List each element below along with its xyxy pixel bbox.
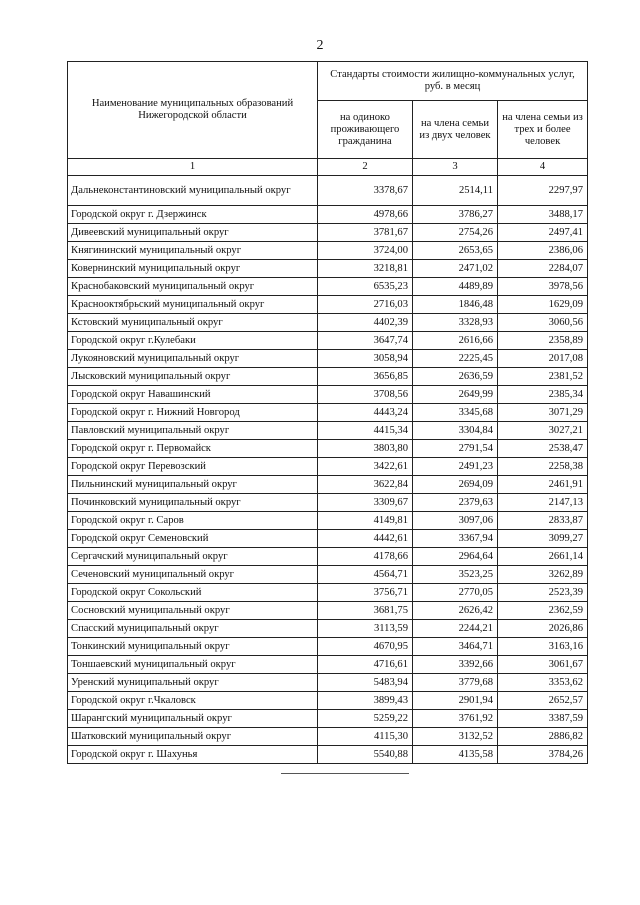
municipality-name: Городской округ г. Первомайск [68,440,318,458]
page-number: 2 [316,38,324,53]
cost-family-of-two: 3761,92 [413,710,498,728]
municipality-name: Уренский муниципальный округ [68,674,318,692]
cost-family-of-three-plus: 3060,56 [498,314,588,332]
cost-family-of-three-plus: 2386,06 [498,242,588,260]
cost-family-of-three-plus: 2297,97 [498,176,588,206]
cost-family-of-two: 3328,93 [413,314,498,332]
cost-single-resident: 3656,85 [318,368,413,386]
municipality-name: Городской округ Сокольский [68,584,318,602]
cost-family-of-two: 2471,02 [413,260,498,278]
municipality-name: Шатковский муниципальный округ [68,728,318,746]
table-row [68,512,588,530]
cost-family-of-two: 1846,48 [413,296,498,314]
municipality-name: Городской округ г.Чкаловск [68,692,318,710]
municipality-name: Дальнеконстантиновский муниципальный округ [68,176,318,206]
footer-divider [281,773,409,774]
municipality-name: Павловский муниципальный округ [68,422,318,440]
cost-family-of-two: 3345,68 [413,404,498,422]
cost-family-of-two: 2225,45 [413,350,498,368]
cost-single-resident: 3113,59 [318,620,413,638]
cost-single-resident: 3058,94 [318,350,413,368]
cost-single-resident: 3803,80 [318,440,413,458]
municipality-name: Лысковский муниципальный округ [68,368,318,386]
cost-family-of-two: 3523,25 [413,566,498,584]
table-row [68,476,588,494]
table-row [68,548,588,566]
cost-family-of-three-plus: 3099,27 [498,530,588,548]
municipality-name: Дивеевский муниципальный округ [68,224,318,242]
cost-family-of-two: 3367,94 [413,530,498,548]
cost-single-resident: 3781,67 [318,224,413,242]
table-row [68,710,588,728]
table-row [68,206,588,224]
column-number: 4 [498,159,588,176]
table-row [68,296,588,314]
cost-family-of-three-plus: 2358,89 [498,332,588,350]
cost-family-of-three-plus: 3262,89 [498,566,588,584]
cost-family-of-two: 2626,42 [413,602,498,620]
municipality-name: Княгининский муниципальный округ [68,242,318,260]
table-row [68,692,588,710]
municipality-name: Тонкинский муниципальный округ [68,638,318,656]
cost-single-resident: 4978,66 [318,206,413,224]
table-row [68,494,588,512]
cost-family-of-three-plus: 3387,59 [498,710,588,728]
cost-family-of-two: 2514,11 [413,176,498,206]
cost-single-resident: 5483,94 [318,674,413,692]
column-number: 2 [318,159,413,176]
cost-family-of-two: 2616,66 [413,332,498,350]
cost-family-of-three-plus: 2661,14 [498,548,588,566]
cost-single-resident: 5259,22 [318,710,413,728]
municipality-name: Спасский муниципальный округ [68,620,318,638]
table-row [68,422,588,440]
cost-single-resident: 3378,67 [318,176,413,206]
municipality-name: Краснооктябрьский муниципальный округ [68,296,318,314]
municipality-name: Починковский муниципальный округ [68,494,318,512]
cost-family-of-two: 2770,05 [413,584,498,602]
cost-family-of-two: 2649,99 [413,386,498,404]
cost-single-resident: 3724,00 [318,242,413,260]
municipality-name: Сосновский муниципальный округ [68,602,318,620]
cost-family-of-three-plus: 2381,52 [498,368,588,386]
cost-single-resident: 4402,39 [318,314,413,332]
cost-family-of-two: 2244,21 [413,620,498,638]
table-row [68,656,588,674]
cost-single-resident: 3756,71 [318,584,413,602]
table-row [68,386,588,404]
cost-family-of-two: 3097,06 [413,512,498,530]
cost-family-of-two: 2379,63 [413,494,498,512]
table-row [68,176,588,206]
cost-family-of-three-plus: 3061,67 [498,656,588,674]
cost-single-resident: 4564,71 [318,566,413,584]
municipality-name: Ковернинский муниципальный округ [68,260,318,278]
cost-family-of-three-plus: 2497,41 [498,224,588,242]
cost-family-of-three-plus: 3027,21 [498,422,588,440]
cost-single-resident: 4442,61 [318,530,413,548]
cost-family-of-two: 3464,71 [413,638,498,656]
cost-single-resident: 3309,67 [318,494,413,512]
table-row [68,224,588,242]
cost-single-resident: 2716,03 [318,296,413,314]
municipality-name: Кстовский муниципальный округ [68,314,318,332]
header-municipality: Наименование муниципальных образований Нижегородской области [68,62,318,159]
table-row [68,404,588,422]
municipality-name: Тоншаевский муниципальный округ [68,656,318,674]
cost-family-of-two: 2491,23 [413,458,498,476]
cost-family-of-three-plus: 2147,13 [498,494,588,512]
cost-single-resident: 3899,43 [318,692,413,710]
table-row [68,746,588,764]
cost-family-of-three-plus: 3353,62 [498,674,588,692]
cost-single-resident: 3708,56 [318,386,413,404]
table-row [68,728,588,746]
table-row [68,314,588,332]
cost-single-resident: 4415,34 [318,422,413,440]
cost-family-of-three-plus: 3488,17 [498,206,588,224]
cost-family-of-three-plus: 3784,26 [498,746,588,764]
cost-family-of-two: 2636,59 [413,368,498,386]
cost-single-resident: 3422,61 [318,458,413,476]
cost-family-of-three-plus: 2017,08 [498,350,588,368]
column-number: 1 [68,159,318,176]
cost-family-of-three-plus: 2538,47 [498,440,588,458]
municipality-name: Сергачский муниципальный округ [68,548,318,566]
cost-single-resident: 6535,23 [318,278,413,296]
table-row [68,458,588,476]
municipality-name: Городской округ Перевозский [68,458,318,476]
cost-single-resident: 4443,24 [318,404,413,422]
cost-family-of-two: 3304,84 [413,422,498,440]
municipality-name: Городской округ г. Шахунья [68,746,318,764]
cost-family-of-two: 2901,94 [413,692,498,710]
cost-family-of-three-plus: 2026,86 [498,620,588,638]
cost-family-of-two: 2791,54 [413,440,498,458]
column-number: 3 [413,159,498,176]
table-row [68,368,588,386]
table-row [68,620,588,638]
table-row [68,440,588,458]
municipality-name: Сеченовский муниципальный округ [68,566,318,584]
cost-family-of-two: 4489,89 [413,278,498,296]
cost-family-of-two: 4135,58 [413,746,498,764]
cost-single-resident: 5540,88 [318,746,413,764]
cost-single-resident: 3218,81 [318,260,413,278]
cost-family-of-three-plus: 1629,09 [498,296,588,314]
cost-family-of-two: 2754,26 [413,224,498,242]
municipality-name: Шарангский муниципальный округ [68,710,318,728]
cost-single-resident: 4178,66 [318,548,413,566]
cost-family-of-three-plus: 3071,29 [498,404,588,422]
cost-family-of-two: 3786,27 [413,206,498,224]
cost-family-of-three-plus: 3978,56 [498,278,588,296]
housing-cost-standards-table [67,61,588,764]
municipality-name: Городской округ Семеновский [68,530,318,548]
header-family-of-three-plus: на члена семьи из трех и более человек [498,101,588,159]
municipality-name: Краснобаковский муниципальный округ [68,278,318,296]
table-row [68,278,588,296]
municipality-name: Городской округ г. Нижний Новгород [68,404,318,422]
cost-single-resident: 4149,81 [318,512,413,530]
table-row [68,350,588,368]
municipality-name: Городской округ Навашинский [68,386,318,404]
table-row [68,332,588,350]
header-family-of-two: на члена семьи из двух человек [413,101,498,159]
table-row [68,638,588,656]
cost-family-of-two: 2653,65 [413,242,498,260]
cost-family-of-three-plus: 2461,91 [498,476,588,494]
cost-family-of-two: 3779,68 [413,674,498,692]
cost-family-of-three-plus: 2284,07 [498,260,588,278]
cost-single-resident: 4115,30 [318,728,413,746]
table-row [68,530,588,548]
header-single-resident: на одиноко проживающего гражданина [318,101,413,159]
cost-family-of-two: 2964,64 [413,548,498,566]
municipality-name: Городской округ г. Дзержинск [68,206,318,224]
cost-family-of-two: 3392,66 [413,656,498,674]
table-row [68,584,588,602]
cost-family-of-three-plus: 2258,38 [498,458,588,476]
cost-family-of-three-plus: 2362,59 [498,602,588,620]
cost-family-of-three-plus: 2652,57 [498,692,588,710]
cost-family-of-three-plus: 3163,16 [498,638,588,656]
cost-family-of-three-plus: 2833,87 [498,512,588,530]
cost-single-resident: 3647,74 [318,332,413,350]
cost-single-resident: 4670,95 [318,638,413,656]
municipality-name: Лукояновский муниципальный округ [68,350,318,368]
cost-single-resident: 3681,75 [318,602,413,620]
cost-family-of-two: 3132,52 [413,728,498,746]
cost-single-resident: 4716,61 [318,656,413,674]
cost-single-resident: 3622,84 [318,476,413,494]
table-row [68,260,588,278]
cost-family-of-three-plus: 2385,34 [498,386,588,404]
table-body [68,176,588,764]
cost-family-of-three-plus: 2523,39 [498,584,588,602]
municipality-name: Пильнинский муниципальный округ [68,476,318,494]
table-row [68,566,588,584]
municipality-name: Городской округ г.Кулебаки [68,332,318,350]
cost-family-of-three-plus: 2886,82 [498,728,588,746]
table-row [68,674,588,692]
header-cost-standards: Стандарты стоимости жилищно-коммунальных услуг, руб. в месяц [318,62,588,101]
table-row [68,602,588,620]
cost-family-of-two: 2694,09 [413,476,498,494]
table-row [68,242,588,260]
municipality-name: Городской округ г. Саров [68,512,318,530]
